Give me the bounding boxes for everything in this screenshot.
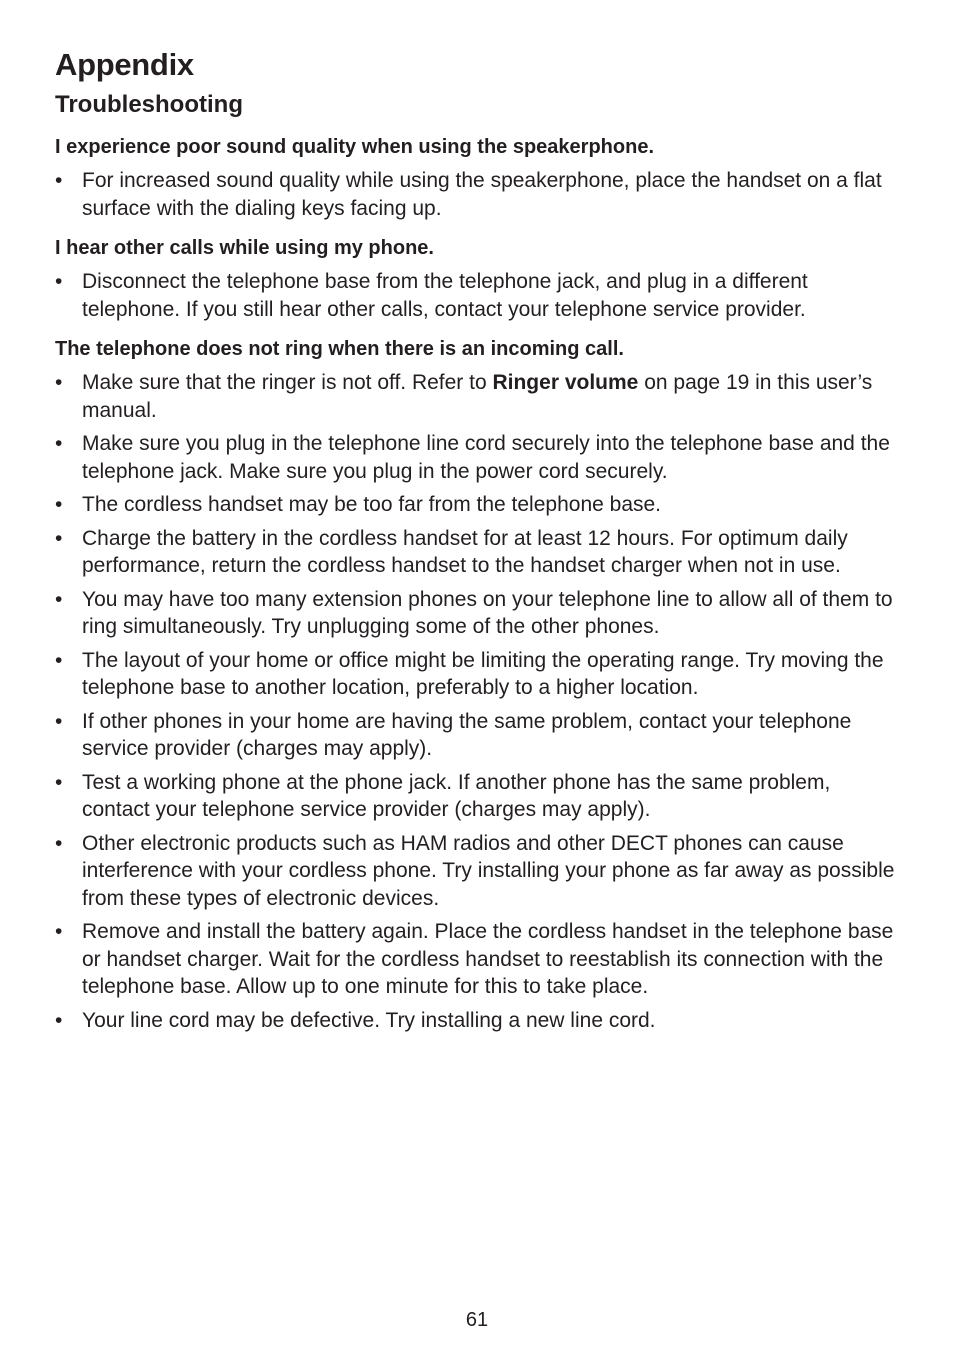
troubleshooting-section — [55, 335, 900, 1034]
solution-item — [55, 268, 900, 323]
solution-item — [55, 647, 900, 702]
bullet-icon: • — [55, 432, 63, 455]
section-heading: Troubleshooting — [55, 91, 243, 118]
solution-text: Test a working phone at the phone jack. If another phone has the same problem, contact your telephone service provider (charges may apply). — [82, 770, 831, 821]
bullet-icon: • — [55, 526, 63, 550]
bullet-icon: • — [55, 1008, 63, 1032]
solution-item — [55, 1007, 900, 1035]
solution-item — [55, 830, 900, 913]
solution-text-pre: Make sure that the ringer is not off. Refer to — [82, 371, 493, 394]
solution-list — [55, 167, 900, 222]
page-title: Appendix — [55, 47, 194, 82]
solution-text: The cordless handset may be too far from the telephone base. — [82, 493, 662, 516]
ringer-volume-reference: Ringer volume — [492, 371, 639, 394]
bullet-icon: • — [55, 831, 63, 855]
solution-item — [55, 586, 900, 641]
troubleshooting-section — [55, 234, 900, 323]
solution-text: The layout of your home or office might be limiting the operating range. Try moving the telephone base to another location, preferably to a higher location. — [82, 648, 884, 699]
solution-item — [55, 369, 900, 424]
solution-text: Make sure you plug in the telephone line cord securely into the telephone base and the telephone jack. Make sure you plug in the power cord securely. — [82, 432, 890, 483]
solution-text: Charge the battery in the cordless handset for at least 12 hours. For optimum daily performance, return the cordless handset to the handset charger when not in use. — [82, 526, 848, 577]
solution-list — [55, 268, 900, 323]
solution-item — [55, 708, 900, 763]
solution-text-post: on page 19 in this user’s manual. — [82, 371, 873, 422]
solution-text: If other phones in your home are having the same problem, contact your telephone service provider (charges may apply). — [82, 709, 852, 760]
problem-heading: I hear other calls while using my phone. — [55, 237, 434, 259]
bullet-icon: • — [55, 587, 63, 611]
solution-item — [55, 167, 900, 222]
solution-item — [55, 491, 900, 519]
solution-text: Other electronic products such as HAM radios and other DECT phones can cause interference with your cordless phone. Try installing your phone as far away as possible from these types of electronic devices. — [82, 831, 895, 910]
bullet-icon: • — [55, 648, 63, 672]
solution-item — [55, 769, 900, 824]
solution-text: For increased sound quality while using the speakerphone, place the handset on a flat surface with the dialing keys facing up. — [82, 169, 882, 220]
solution-text: You may have too many extension phones on your telephone line to allow all of them to ring simultaneously. Try unplugging some of the other phones. — [82, 587, 893, 638]
bullet-icon: • — [55, 493, 63, 516]
troubleshooting-content — [55, 133, 900, 1046]
troubleshooting-section — [55, 133, 900, 222]
solution-text: Remove and install the battery again. Place the cordless handset in the telephone base or handset charger. Wait for the cordless handset to reestablish its connection with the telephone base. Allow up to one minute for this to take place. — [82, 920, 894, 998]
bullet-icon: • — [55, 270, 63, 293]
problem-heading: The telephone does not ring when there is an incoming call. — [55, 338, 624, 360]
solution-item — [55, 430, 900, 485]
solution-item — [55, 918, 900, 1001]
solution-list — [55, 369, 900, 1034]
solution-text: Your line cord may be defective. Try installing a new line cord. — [82, 1008, 656, 1032]
problem-heading: I experience poor sound quality when using the speakerphone. — [55, 136, 655, 158]
page-number: 61 — [465, 1309, 489, 1331]
bullet-icon: • — [55, 709, 63, 733]
bullet-icon: • — [55, 371, 63, 394]
solution-text: Disconnect the telephone base from the telephone jack, and plug in a different telephone. If you still hear other calls, contact your telephone service provider. — [82, 270, 808, 321]
solution-item — [55, 525, 900, 580]
bullet-icon: • — [55, 169, 63, 192]
bullet-icon: • — [55, 770, 63, 794]
bullet-icon: • — [55, 920, 63, 943]
